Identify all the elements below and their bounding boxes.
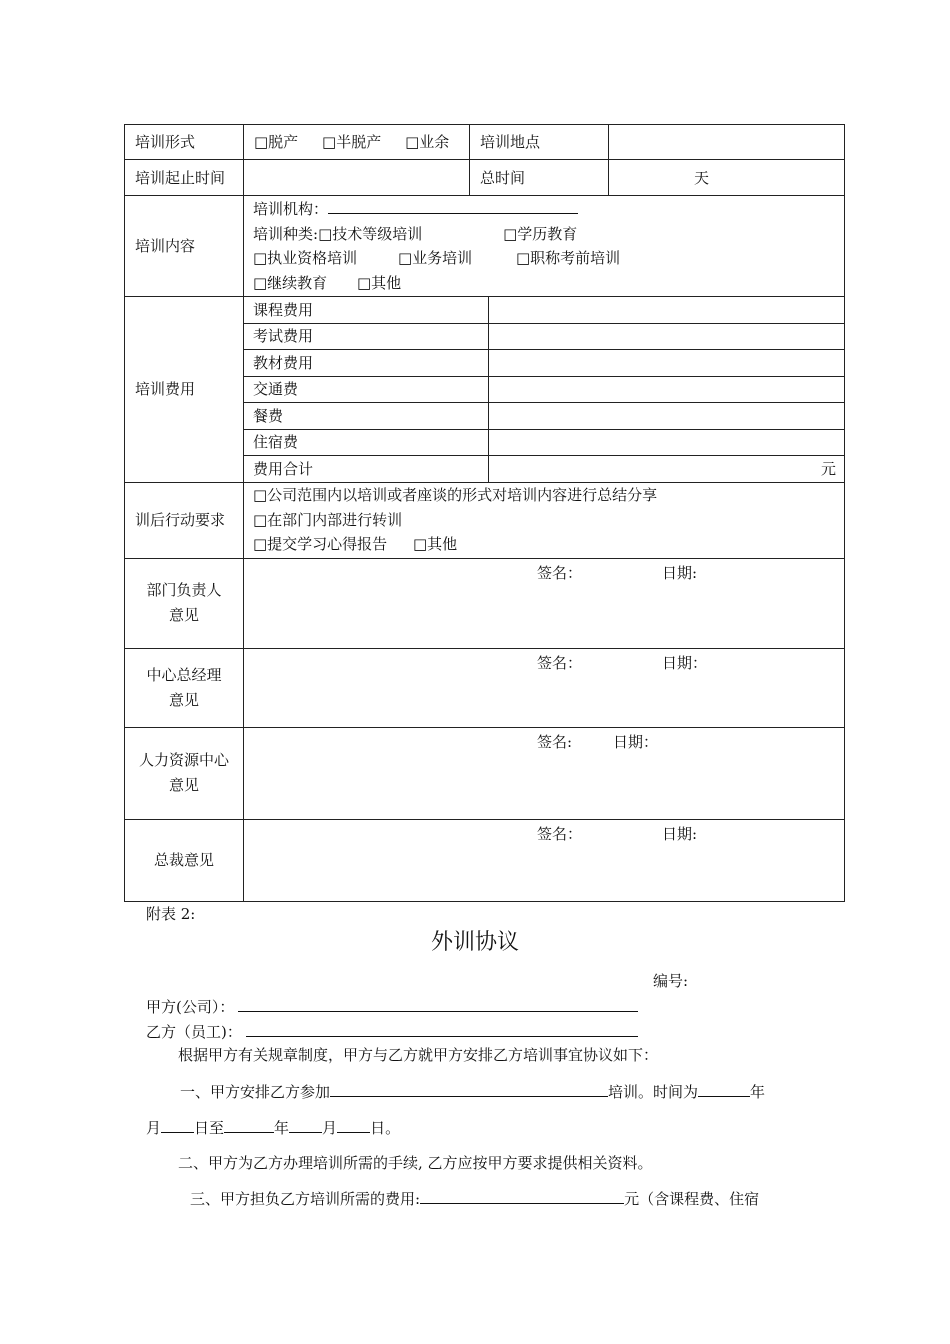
- cost-value[interactable]: [489, 297, 845, 323]
- cost-total-label: 费用合计: [244, 456, 489, 482]
- agreement-intro: 根据甲方有关规章制度，甲方与乙方就甲方安排乙方培训事宜协议如下：: [178, 1046, 659, 1064]
- cost-total-unit: 元: [820, 459, 836, 478]
- location-label: 培训地点: [470, 125, 609, 160]
- center-gm-opinion-label: 中心总经理 意见: [125, 648, 244, 727]
- agreement-title: 外训协议: [430, 930, 519, 955]
- appendix-label: 附表 2:: [146, 905, 196, 923]
- checkbox-continuing[interactable]: □继续教育: [253, 273, 328, 292]
- checkbox-report[interactable]: □提交学习心得报告: [253, 535, 388, 554]
- followup-label: 训后行动要求: [125, 482, 244, 558]
- checkbox-qualification[interactable]: □执业资格培训: [253, 249, 358, 267]
- clause-1-line-2: 月 日至 年 月 日。: [146, 1119, 401, 1137]
- cost-item: 教材费用: [244, 350, 489, 377]
- institution-label: 培训机构：: [253, 200, 329, 218]
- clause-1-line-1: 一、甲方安排乙方参加 培训。时间为 年: [180, 1083, 766, 1101]
- date-label: 日期:: [662, 824, 698, 843]
- clause-3-line-1: 三、甲方担负乙方培训所需的费用: 元（含课程费、住宿: [190, 1190, 760, 1208]
- dept-head-opinion-field[interactable]: [244, 558, 845, 648]
- center-gm-opinion-field[interactable]: [244, 648, 845, 727]
- date-label: 日期：: [613, 732, 659, 751]
- signature-label: 签名：: [537, 824, 583, 843]
- clause-2: 二、甲方为乙方办理培训所需的手续, 乙方应按甲方要求提供相关资料。: [178, 1154, 653, 1172]
- training-cost-input[interactable]: [420, 1188, 624, 1204]
- agreement-number-label: 编号:: [653, 972, 689, 990]
- dept-head-opinion-label: 部门负责人 意见: [125, 558, 244, 648]
- date-label: 日期:: [662, 563, 698, 582]
- end-year-input[interactable]: [224, 1117, 274, 1133]
- location-field[interactable]: [609, 125, 845, 160]
- cost-item: 交通费: [244, 376, 489, 403]
- cost-label: 培训费用: [125, 297, 244, 483]
- cost-cell: [244, 297, 845, 483]
- party-b-line: [146, 1021, 638, 1042]
- checkbox-academic[interactable]: □学历教育: [503, 224, 578, 243]
- cost-value[interactable]: [489, 429, 845, 456]
- training-name-input[interactable]: [330, 1081, 608, 1097]
- checkbox-dept-transfer[interactable]: □在部门内部进行转训: [253, 510, 403, 529]
- mode-label: 培训形式: [125, 125, 244, 160]
- checkbox-other-followup[interactable]: □其他: [413, 535, 458, 554]
- period-label: 培训起止时间: [125, 160, 244, 196]
- total-time-label: 总时间: [470, 160, 609, 196]
- content-label: 培训内容: [125, 196, 244, 297]
- checkbox-other-type[interactable]: □其他: [357, 273, 402, 292]
- party-b-input[interactable]: [246, 1021, 638, 1037]
- content-cell: [244, 196, 845, 297]
- cost-total-value[interactable]: [489, 456, 845, 482]
- hr-opinion-field[interactable]: [244, 727, 845, 819]
- checkbox-title-exam[interactable]: □职称考前培训: [516, 249, 621, 267]
- cost-value[interactable]: [489, 403, 845, 430]
- party-a-input[interactable]: [238, 996, 638, 1012]
- cost-item: 住宿费: [244, 429, 489, 456]
- signature-label: 签名：: [537, 653, 583, 672]
- cost-item: 课程费用: [244, 297, 489, 323]
- mode-options: [244, 125, 470, 160]
- institution-input[interactable]: [328, 198, 578, 214]
- type-label: 培训种类:: [253, 224, 319, 243]
- cost-item: 餐费: [244, 403, 489, 430]
- training-application-form: [124, 124, 845, 902]
- start-month-input[interactable]: [161, 1117, 194, 1133]
- total-time-unit: 天: [694, 168, 710, 187]
- cost-item: 考试费用: [244, 323, 489, 350]
- total-time-field[interactable]: [609, 160, 845, 196]
- president-opinion-label: 总裁意见: [125, 819, 244, 901]
- cost-value[interactable]: [489, 350, 845, 377]
- signature-label: 签名：: [537, 563, 583, 582]
- followup-cell: [244, 482, 845, 558]
- start-year-input[interactable]: [698, 1081, 750, 1097]
- checkbox-full-time[interactable]: □脱产: [254, 133, 299, 151]
- cost-value[interactable]: [489, 376, 845, 403]
- president-opinion-field[interactable]: [244, 819, 845, 901]
- checkbox-part-time[interactable]: □半脱产: [322, 133, 382, 151]
- cost-value[interactable]: [489, 323, 845, 350]
- end-month-input[interactable]: [289, 1117, 322, 1133]
- checkbox-company-share[interactable]: □公司范围内以培训或者座谈的形式对培训内容进行总结分享: [253, 486, 658, 505]
- party-a-line: [146, 996, 638, 1017]
- cost-table: [244, 297, 844, 482]
- checkbox-technical[interactable]: □技术等级培训: [318, 224, 423, 243]
- party-b-label: 乙方（员工)：: [146, 1023, 242, 1041]
- checkbox-spare-time[interactable]: □业余: [405, 133, 450, 151]
- signature-label: 签名:: [537, 732, 573, 751]
- party-a-label: 甲方(公司）：: [146, 998, 235, 1016]
- checkbox-business[interactable]: □业务培训: [398, 249, 473, 267]
- hr-opinion-label: 人力资源中心 意见: [125, 727, 244, 819]
- period-field[interactable]: [244, 160, 470, 196]
- date-label: 日期：: [662, 653, 708, 672]
- end-day-input[interactable]: [337, 1117, 370, 1133]
